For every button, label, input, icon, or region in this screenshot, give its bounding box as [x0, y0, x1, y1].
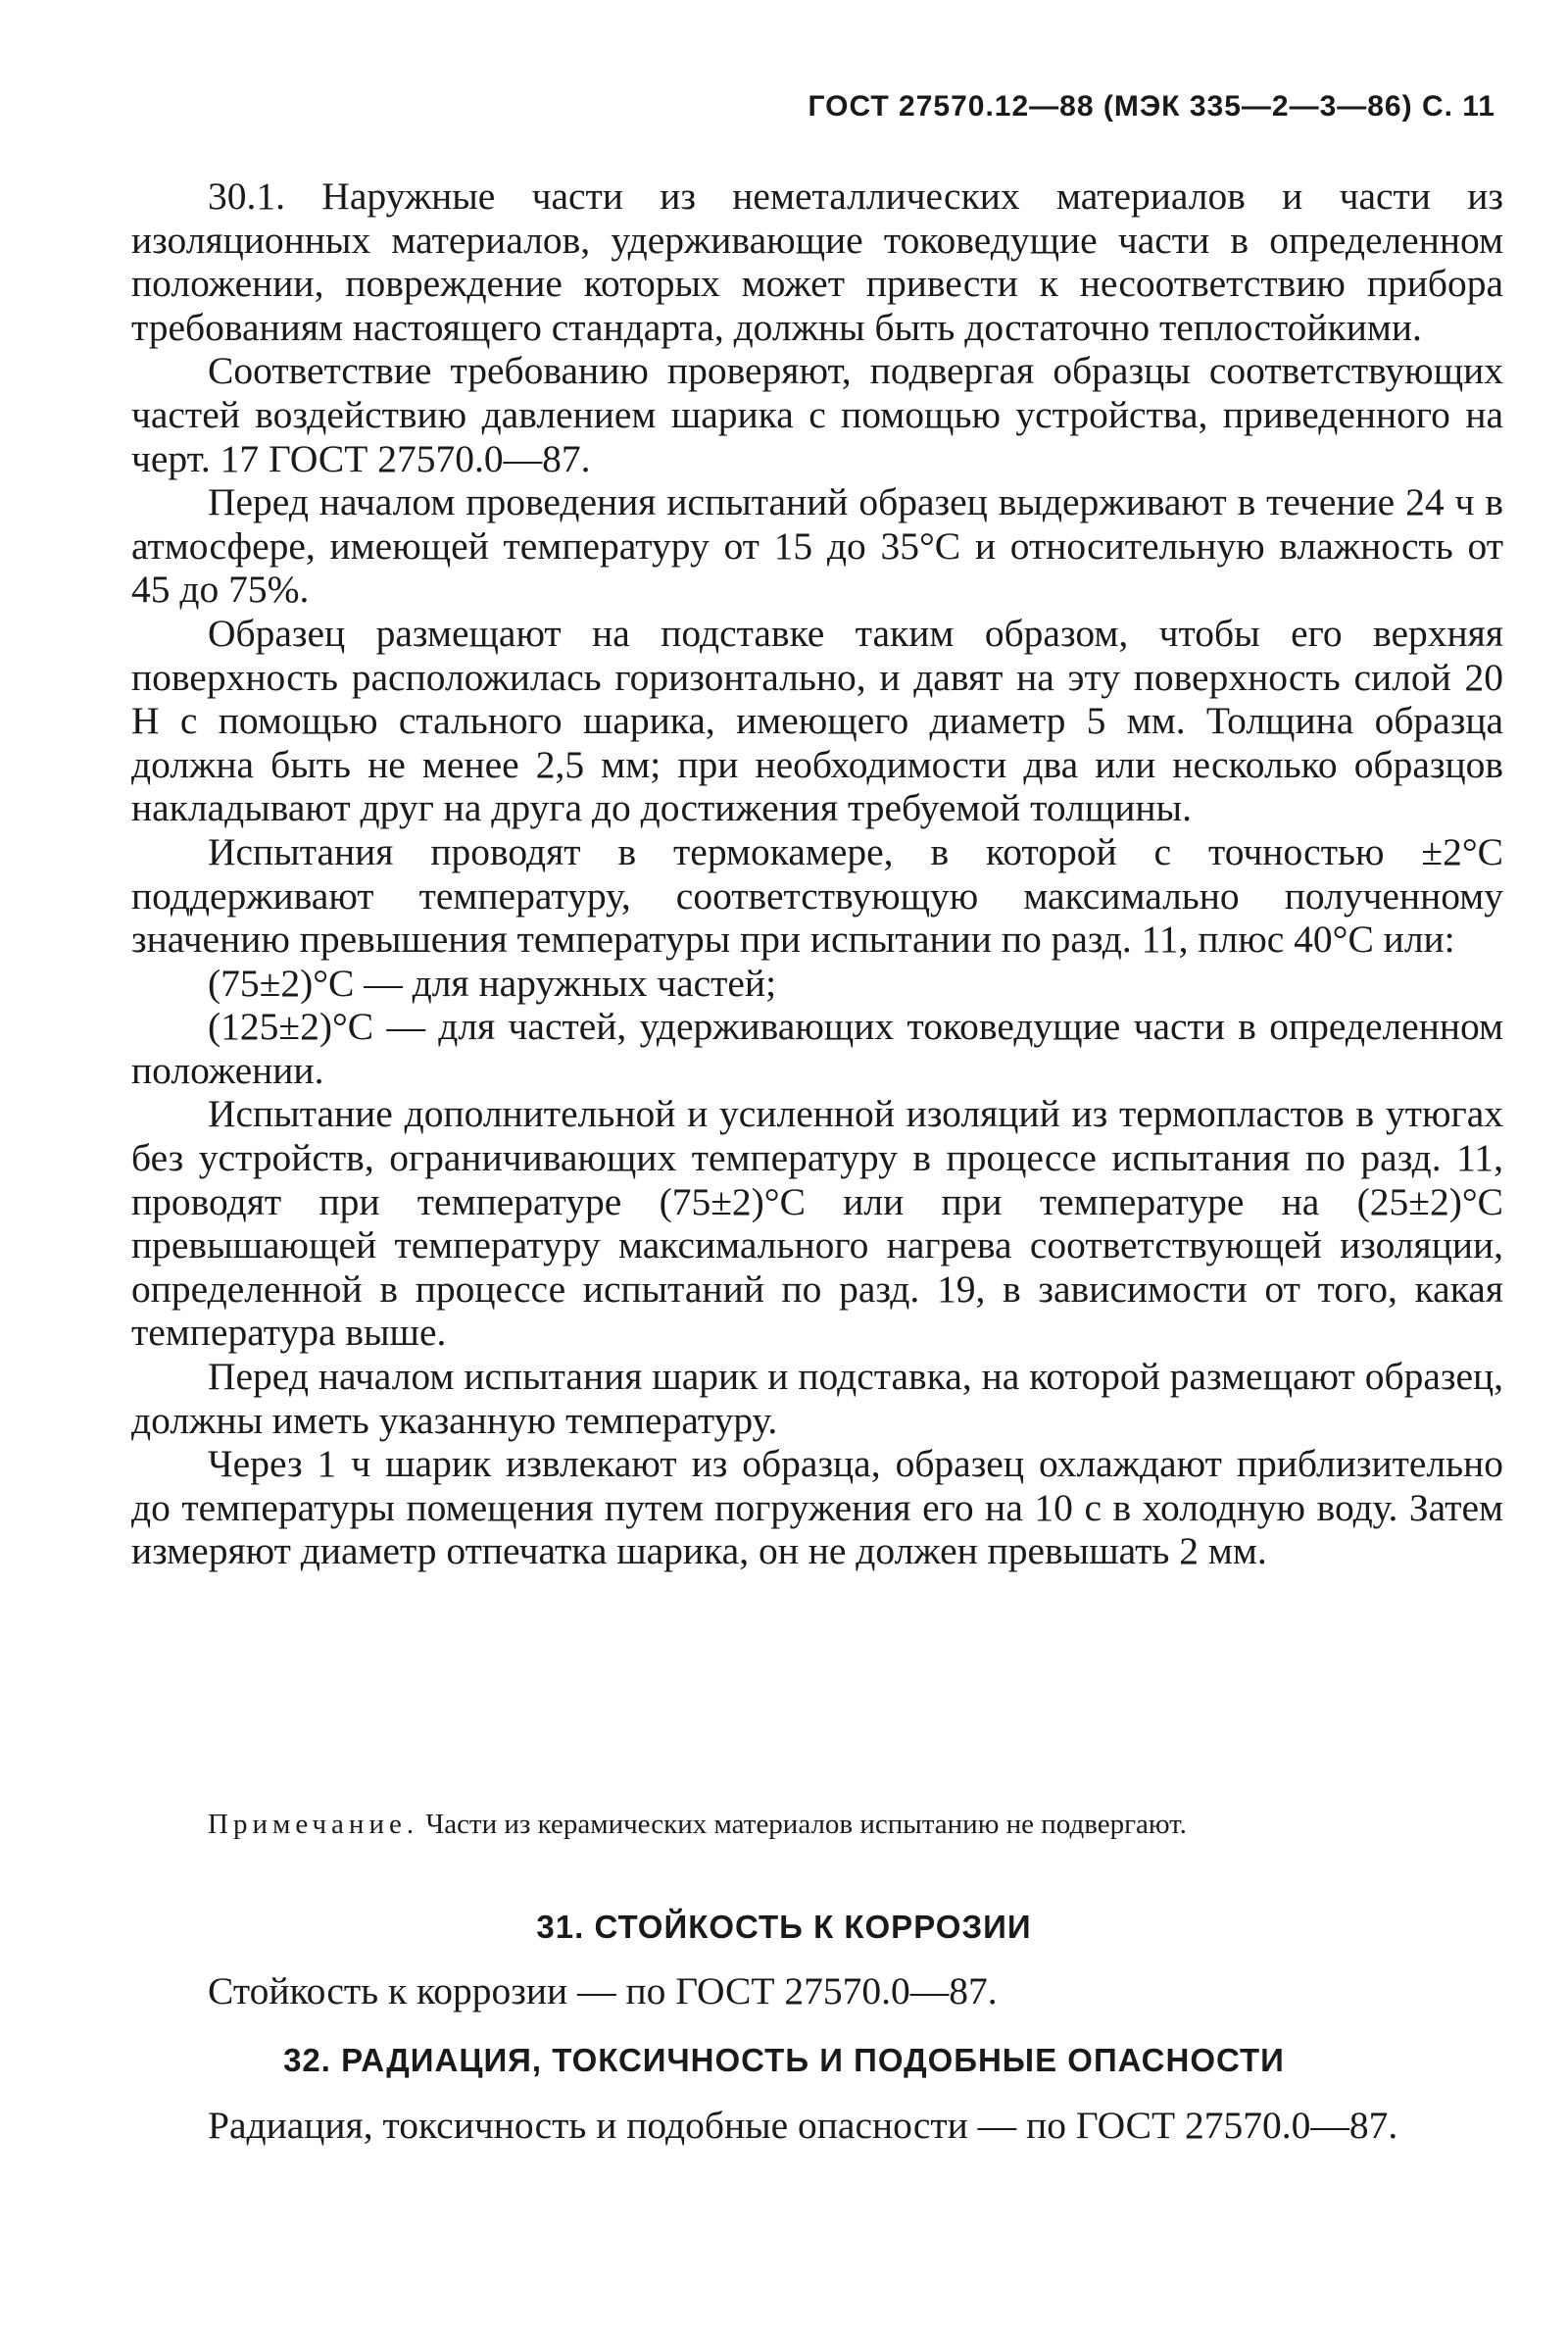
paragraph-live-parts-temp: (125±2)°С — для частей, удерживающих токоведущие части в определенном положении.: [131, 1005, 1503, 1092]
clause-30-1-body: [131, 174, 1503, 1573]
paragraph-external-parts-temp: (75±2)°С — для наружных частей;: [208, 961, 777, 1005]
paragraph-30-1-intro: 30.1. Наружные части из неметаллических материалов и части из изоляционных материалов, удерживающие токоведущие части в определенном положении, повреждение которых может привести к несоответствию прибора требованиям настоящего стандарта, должны быть достаточно теплостойкими.: [131, 174, 1503, 349]
paragraph-measurement: Через 1 ч шарик извлекают из образца, образец охлаждают приблизительно до температуры помещения путем погружения его на 10 с в холодную воду. Затем измеряют диаметр отпечатка шарика, он не должен превышать 2 мм.: [131, 1442, 1503, 1573]
paragraph-compliance-check: Соответствие требованию проверяют, подвергая образцы соответствующих частей воздействию давлением шарика с помощью устройства, приведенного на черт. 17 ГОСТ 27570.0—87.: [131, 349, 1503, 480]
paragraph-sample-placement: Образец размещают на подставке таким образом, чтобы его верхняя поверхность расположилась горизонтально, и давят на эту поверхность силой 20 Н с помощью стального шарика, имеющего диаметр 5 мм. Толщина образца должна быть не менее 2,5 мм; при необходимости два или несколько образцов накладывают друг на друга до достижения требуемой толщины.: [131, 611, 1503, 830]
running-header: ГОСТ 27570.12—88 (МЭК 335—2—3—86) С. 11: [808, 90, 1495, 123]
section-31-heading: 31. СТОЙКОСТЬ К КОРРОЗИИ: [536, 1909, 1032, 1945]
paragraph-preheating: Перед началом испытания шарик и подставка, на которой размещают образец, должны иметь указанную температуру.: [131, 1355, 1503, 1442]
paragraph-conditioning: Перед началом проведения испытаний образец выдерживают в течение 24 ч в атмосфере, имеющей температуру от 15 до 35°С и относительную влажность от 45 до 75%.: [131, 480, 1503, 612]
note-text: Части из керамических материалов испытанию не подвергают.: [425, 1809, 1187, 1840]
note-label: Примечание.: [208, 1809, 419, 1840]
paragraph-test-temperature: Испытания проводят в термокамере, в которой с точностью ±2°С поддерживают температуру, соответствующую максимально полученному значению превышения температуры при испытании по разд. 11, плюс 40°С или:: [131, 829, 1503, 962]
note: [131, 1808, 1503, 1841]
section-32-text: Радиация, токсичность и подобные опасности — по ГОСТ 27570.0—87.: [208, 2104, 1398, 2147]
section-31-text: Стойкость к коррозии — по ГОСТ 27570.0—87.: [208, 1969, 998, 2012]
section-32-heading: 32. РАДИАЦИЯ, ТОКСИЧНОСТЬ И ПОДОБНЫЕ ОПАСНОСТИ: [283, 2042, 1285, 2078]
paragraph-thermoplastic-insulation: Испытание дополнительной и усиленной изоляций из термопластов в утюгах без устройств, ограничивающих температуру в процессе испытания по разд. 11, проводят при температуре (75±2)°С или при температуре на (25±2)°С превышающей температуру максимального нагрева соответствующей изоляции, определенной в процессе испытаний по разд. 19, в зависимости от того, какая температура выше.: [131, 1092, 1503, 1355]
